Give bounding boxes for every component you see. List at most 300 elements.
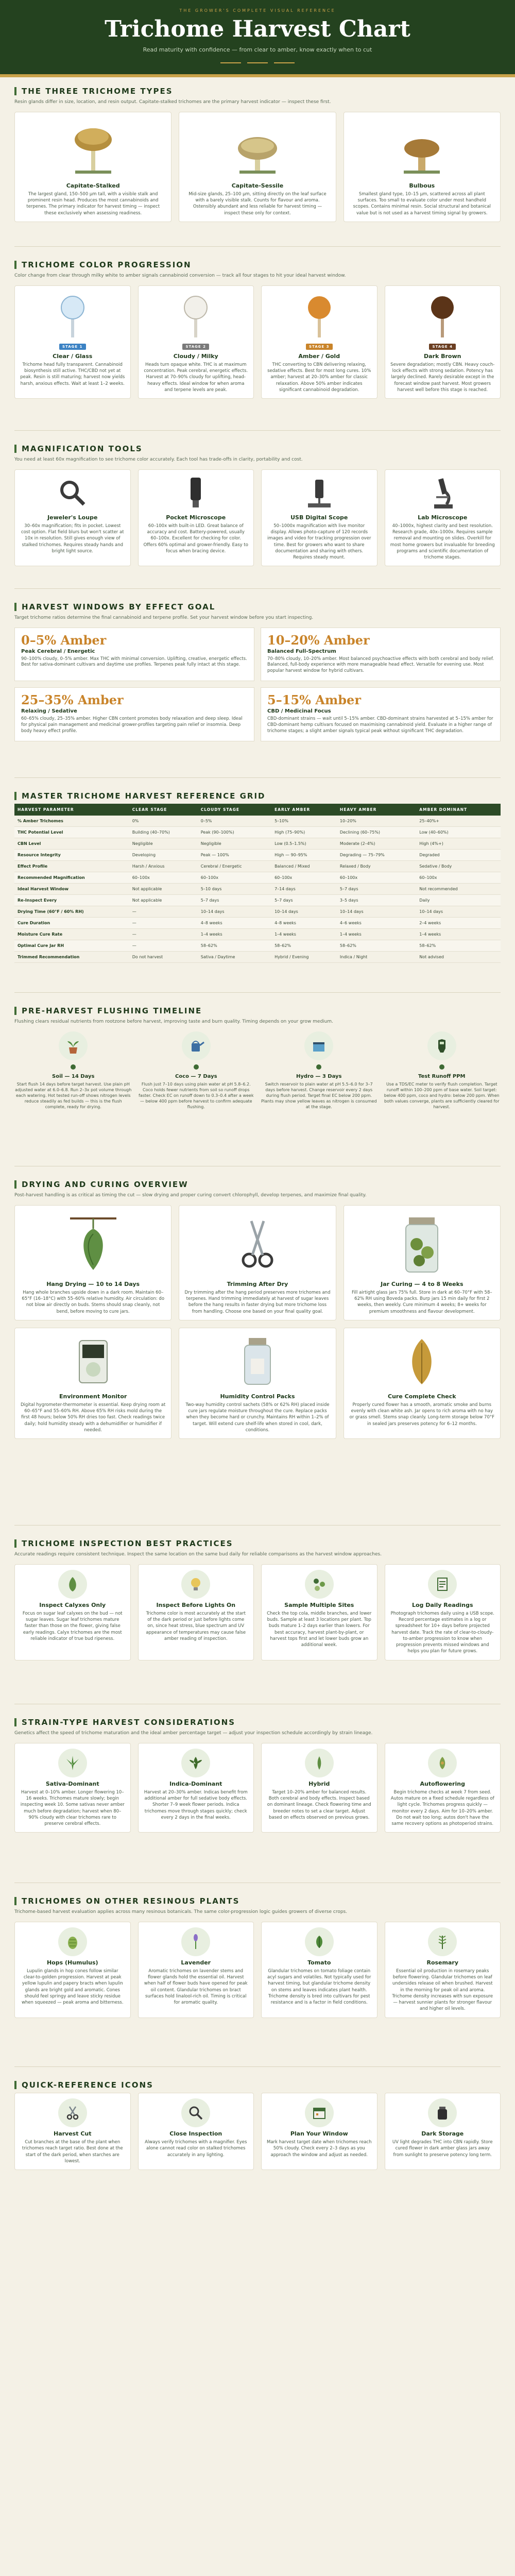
table-cell: Not advised (416, 952, 501, 963)
drying-card-hang (14, 1205, 171, 1320)
color-card-cloudy (138, 285, 254, 399)
table-cell: 58–62% (416, 940, 501, 952)
section-desc: Target trichome ratios determine the final cannabinoid and terpene profile. Set your harvest window before you start inspecting. (14, 615, 314, 620)
pocket-microscope-icon (144, 475, 249, 511)
type-text: Smallest gland type, 10–15 µm, scattered across all plant surfaces. Too small to evaluate color under most handheld scopes. Contains minimal resin. Social structural and botanical value but is not used as a harvest timing signal by growers. (353, 191, 491, 216)
humidity-pack-icon (184, 1333, 330, 1390)
table-cell: Sativa / Daytime (198, 952, 271, 963)
tool-card-usb-digital-scope (261, 469, 377, 567)
stage-name: Dark Brown (424, 352, 461, 360)
window-percent: 10–20% Amber (267, 632, 370, 648)
type-text: The largest gland, 150–500 µm tall, with a visible stalk and prominent resin head. Produces the most cannabinoids and terpenes. The primary indicator for harvest timing — inspect these exclusively when assessing readiness. (26, 191, 160, 216)
stage-tag: STAGE 4 (429, 344, 456, 350)
sativa-leaf-icon (58, 1749, 87, 1777)
hanging-plant-icon (20, 1211, 166, 1278)
plant-text: Lupulin glands in hop cones follow similar clear-to-golden progression. Harvest at peak yellow lupulin and papery bracts when lupulin glands are bright gold and aromatic. Cones should feel springy and leave sticky residue when squeezed — peak aroma and bitterness. (21, 1968, 124, 2006)
autoflower-leaf-icon (428, 1749, 457, 1777)
table-cell: Low (0.5–1.5%) (271, 838, 337, 850)
row-parameter: Recommended Magnification (14, 872, 129, 884)
table-cell: 5–7 days (271, 895, 337, 906)
section-title: DRYING AND CURING OVERVIEW (22, 1180, 188, 1189)
section-desc: Accurate readings require consistent technique. Inspect the same location on the same bud daily for reliable comparisons as the harvest window approaches. (14, 1552, 382, 1557)
row-parameter: Effect Profile (14, 861, 129, 872)
color-card-clear (14, 285, 131, 399)
bulbous-illustration (349, 117, 495, 179)
table-cell: 1–4 weeks (337, 929, 416, 940)
plant-name: Lavender (181, 1959, 211, 1966)
plant-pot-icon (59, 1031, 88, 1060)
flush-step-text: Start flush 14 days before target harvest. Use plain pH adjusted water at 6.0–6.8. Run 2–3x pot volume through each watering. Hot tested run-off shows nitrogen levels reduce steadily as fed builds — this is the flush complete, ready for drying. (15, 1081, 132, 1110)
practice-text: Focus on sugar leaf calyxes on the bud — not sugar leaves. Sugar leaf trichomes mature faster than those on the flower, giving false early readings. Calyx trichomes are the most reliable indicator of true bud ripeness. (22, 1611, 123, 1641)
table-cell: Negligible (129, 838, 198, 850)
section-quick-reference (0, 2071, 515, 2205)
table-cell: Cerebral / Energetic (198, 861, 271, 872)
strain-text: Begin trichome checks at week 7 from seed. Autos mature on a fixed schedule regardless of light cycle. Trichomes progress quickly — monitor every 2 days. Aim for 10–20% amber. Do not wait too long; autos don't have the same recovery options as photoperiod strains. (390, 1789, 494, 1827)
practice-card-calyxes (14, 1564, 131, 1660)
table-cell: 7–14 days (271, 884, 337, 895)
stage-name: Cloudy / Milky (173, 352, 218, 360)
section-harvest-windows (0, 593, 515, 773)
section-divider (14, 430, 501, 431)
drying-card-environment-monitor (14, 1328, 171, 1439)
tool-card-jewelers-loupe (14, 469, 131, 567)
section-divider (14, 777, 501, 778)
page-title: Trichome Harvest Chart (105, 16, 410, 42)
strain-name: Hybrid (308, 1780, 330, 1787)
table-cell: Negligible (198, 838, 271, 850)
table-cell: Moderate (2–4%) (337, 838, 416, 850)
strain-name: Sativa-Dominant (45, 1780, 99, 1787)
table-cell: 60–100x (271, 872, 337, 884)
window-text: 70–80% cloudy, 10–20% amber. Most balanced psychoactive effects with both cerebral and body relief. Balanced, full-body experience with more manageable head effect. Versatile for evening use. Most popular harvest window for hybrid cultivars. (267, 656, 494, 674)
window-label: CBD / Medicinal Focus (267, 708, 331, 715)
plant-card-hops (14, 1922, 131, 2018)
drying-name: Humidity Control Packs (220, 1393, 295, 1400)
bud-icon (58, 1570, 87, 1599)
table-row (14, 940, 501, 952)
hero-subtitle: Read maturity with confidence — from clear to amber, know exactly when to cut (143, 46, 372, 53)
column-header: EARLY AMBER (271, 804, 337, 816)
window-text: 60–65% cloudy, 25–35% amber. Higher CBN content promotes body relaxation and deep sleep. Ideal for physical pain management and medicinal grower-profiles targeting pain relief or insomnia. Deep body heavy effect profile. (21, 716, 243, 734)
section-color-progression (0, 251, 515, 426)
section-title: MAGNIFICATION TOOLS (22, 444, 143, 453)
row-parameter: Drying Time (60°F / 60% RH) (14, 906, 129, 918)
strain-text: Harvest at 0–10% amber. Longer flowering 10–16 weeks. Trichomes mature slowly; begin inspecting week 10. Some sativas never amber much before degradation; harvest when 80–90% cloudy with clear trichomes rare to preserve cerebral effects. (20, 1789, 125, 1827)
section-desc: Color change from clear through milky white to amber signals cannabinoid conversion — track all four stages to hit your ideal harvest window. (14, 273, 346, 278)
drying-card-jar-curing (344, 1205, 501, 1320)
row-parameter: THC Potential Level (14, 827, 129, 838)
flush-step-name: Test Runoff PPM (418, 1073, 466, 1079)
section-title: TRICHOME COLOR PROGRESSION (22, 260, 192, 269)
hydro-tank-icon (304, 1031, 333, 1060)
table-cell: 60–100x (337, 872, 416, 884)
sample-sites-icon (305, 1570, 334, 1599)
type-name: Capitate-Stalked (66, 182, 120, 189)
hero-kicker: THE GROWER'S COMPLETE VISUAL REFERENCE (179, 8, 336, 13)
type-card-capitate-stalked (14, 112, 171, 222)
flush-step-soil (14, 1031, 132, 1110)
table-cell: 3–5 days (337, 895, 416, 906)
drying-text: Digital hygrometer-thermometer is essential. Keep drying room at 60–65°F and 55–60% RH. Above 65% RH risks mold during the first 48 hours; below 50% RH dries too fast. Check readings twice daily; hold humidity steady with a dehumidifier or humidifier if needed. (21, 1402, 166, 1433)
stage-text: THC converting to CBN delivering relaxing, sedative effects. Best for most long cures. 10% amber; harvest at 20–30% amber for classic relaxation. Above 50% amber indicates significant cannabinoid degradation. (267, 362, 371, 393)
table-cell: Not applicable (129, 884, 198, 895)
section-title: TRICHOMES ON OTHER RESINOUS PLANTS (22, 1896, 240, 1906)
hygrometer-icon (20, 1333, 166, 1390)
type-name: Bulbous (409, 182, 435, 189)
row-parameter: Re-Inspect Every (14, 895, 129, 906)
section-title: STRAIN-TYPE HARVEST CONSIDERATIONS (22, 1718, 236, 1727)
calendar-icon (305, 2098, 334, 2127)
section-desc: Genetics affect the speed of trichome maturation and the ideal amber percentage target — adjust your inspection schedule accordingly by strain lineage. (14, 1731, 373, 1736)
table-header-row (14, 804, 501, 816)
table-cell: High (75–90%) (271, 827, 337, 838)
section-title: PRE-HARVEST FLUSHING TIMELINE (22, 1006, 202, 1015)
tool-text: 40–1000x, highest clarity and best resolution. Research grade, 40x–1000x. Requires sample removal and mounting on slides. Overkill for most home growers but invaluable for breeding programs and scientific documentation of trichome stages. (390, 523, 495, 561)
reference-grid-table (14, 804, 501, 963)
logbook-icon (428, 1570, 457, 1599)
section-desc: Trichome-based harvest evaluation applies across many resinous botanicals. The same color-progression logic guides growers of diverse crops. (14, 1909, 348, 1914)
type-text: Mid-size glands, 25–100 µm, sitting directly on the leaf surface with a barely visible stalk. Counts for flavour and aroma. Ostensibly abundant and less reliable for harvest timing — inspect these only for context. (188, 191, 327, 216)
column-header: HEAVY AMBER (337, 804, 416, 816)
table-cell: Peak — 100% (198, 850, 271, 861)
table-cell: 60–100x (129, 872, 198, 884)
table-cell: 10–14 days (337, 906, 416, 918)
section-title: HARVEST WINDOWS BY EFFECT GOAL (22, 602, 216, 612)
table-row (14, 884, 501, 895)
practice-name: Sample Multiple Sites (284, 1601, 354, 1608)
table-cell: 4–8 weeks (271, 918, 337, 929)
flush-step-name: Soil — 14 Days (52, 1073, 95, 1079)
table-cell: Sedative / Body (416, 861, 501, 872)
table-cell: Relaxed / Body (337, 861, 416, 872)
column-header: CLOUDY STAGE (198, 804, 271, 816)
table-row (14, 952, 501, 963)
practice-name: Log Daily Readings (411, 1601, 473, 1608)
plant-name: Hops (Humulus) (46, 1959, 98, 1966)
plant-card-lavender (138, 1922, 254, 2018)
tool-card-lab-microscope (385, 469, 501, 567)
table-cell: Low (40–60%) (416, 827, 501, 838)
table-cell: 4–6 weeks (337, 918, 416, 929)
drying-text: Two-way humidity control sachets (58% or 62% RH) placed inside cure jars regulate moisture throughout the cure. Replace packs when they become hard or crunchy. Maintains RH within 1–2% of target. Will extend cure shelf-life when stored in cool, dark, conditions. (185, 1402, 330, 1433)
type-card-bulbous (344, 112, 501, 222)
hops-icon (58, 1927, 87, 1956)
table-row (14, 906, 501, 918)
quick-card-harvest-cut (14, 2093, 131, 2170)
tomato-leaf-icon (305, 1927, 334, 1956)
stage-tag: STAGE 1 (59, 344, 86, 350)
table-row (14, 861, 501, 872)
strain-card-indica (138, 1743, 254, 1833)
tool-text: 60–100x with built-in LED. Great balance of accuracy and cost. Battery-powered, usually 60–100x. Excellent for checking for color. Offers 60% optimal and grower-friendly. Easy to focus when bracing device. (143, 523, 248, 554)
indica-leaf-icon (181, 1749, 210, 1777)
table-cell: Degraded (416, 850, 501, 861)
column-header: AMBER DOMINANT (416, 804, 501, 816)
table-cell: 5–7 days (337, 884, 416, 895)
stage-text: Severe degradation; mostly CBN. Heavy couch-lock effects with strong sedation. Potency has largely declined. Rarely desirable except in the forecast window past harvest. Most growers harvest well before this stage is reached. (390, 362, 495, 393)
table-cell: 60–100x (198, 872, 271, 884)
section-desc: Flushing clears residual nutrients from rootzone before harvest, improving taste and burn quality. Timing depends on your grow medium. (14, 1019, 334, 1024)
plant-name: Rosemary (426, 1959, 458, 1966)
row-parameter: Ideal Harvest Window (14, 884, 129, 895)
section-desc: Resin glands differ in size, location, and resin output. Capitate-stalked trichomes are the primary harvest indicator — inspect these first. (14, 99, 331, 105)
section-trichome-types (0, 77, 515, 242)
tool-name: USB Digital Scope (290, 514, 348, 521)
window-card-relaxing (14, 687, 254, 741)
table-cell: Hybrid / Evening (271, 952, 337, 963)
magnifier-icon (181, 2098, 210, 2127)
usb-scope-icon (267, 475, 372, 511)
color-card-dark-brown (385, 285, 501, 399)
window-card-cbd-medicinal (261, 687, 501, 741)
row-parameter: Trimmed Recommendation (14, 952, 129, 963)
table-row (14, 838, 501, 850)
practice-card-log-readings (385, 1564, 501, 1660)
row-parameter: Optimal Cure Jar RH (14, 940, 129, 952)
table-cell: — (129, 940, 198, 952)
quick-name: Close Inspection (169, 2130, 222, 2137)
stage-text: Heads turn opaque white. THC is at maximum concentration. Peak cerebral, energetic effects. Harvest at 70–90% cloudy for uplifting, head-heavy effects. Ideal window for when aroma and terpene levels are peak. (144, 362, 248, 393)
plant-text: Glandular trichomes on tomato foliage contain acyl sugars and volatiles. Not typically used for harvest timing, but glandular trichome density on stems and leaves indicates plant health. Trichome density is bred into cultivars for pest resistance and is a factor in field conditions. (267, 1968, 371, 2006)
flush-step-name: Hydro — 3 Days (296, 1073, 342, 1079)
lab-microscope-icon (390, 475, 495, 511)
drying-card-humidity-packs (179, 1328, 336, 1439)
stage-tag: STAGE 2 (182, 344, 209, 350)
section-magnification-tools (0, 435, 515, 584)
section-divider (14, 1525, 501, 1526)
drying-text: Dry trimming after the hang period preserves more trichomes and terpenes. Hand trimming immediately at harvest of sugar leaves before the hang results in faster drying but more trichome loss from handling. Choose one based on your final quality goal. (184, 1290, 331, 1314)
table-cell: 10–14 days (271, 906, 337, 918)
strain-card-sativa (14, 1743, 131, 1833)
table-cell: — (129, 906, 198, 918)
window-label: Peak Cerebral / Energetic (21, 648, 95, 654)
window-card-balanced (261, 628, 501, 682)
table-cell: 60–100x (416, 872, 501, 884)
table-cell: 2–4 weeks (416, 918, 501, 929)
table-cell: 1–4 weeks (416, 929, 501, 940)
table-row (14, 872, 501, 884)
table-cell: Balanced / Mixed (271, 861, 337, 872)
table-cell: 5–10% (271, 816, 337, 827)
tool-text: 50–1000x magnification with live monitor display. Allows photo-capture of 120 records images and video for tracking progression over time. Best for growers who want to share documentation and sharing with others. Requires steady mount. (267, 523, 371, 561)
section-drying-curing (0, 1171, 515, 1521)
tool-name: Lab Microscope (418, 514, 468, 521)
quick-card-close-inspection (138, 2093, 254, 2170)
tool-name: Pocket Microscope (166, 514, 226, 521)
drying-name: Hang Drying — 10 to 14 Days (46, 1280, 140, 1287)
lightbulb-icon (181, 1570, 210, 1599)
table-cell: 1–4 weeks (271, 929, 337, 940)
section-divider (14, 992, 501, 993)
stage-name: Amber / Gold (298, 352, 340, 360)
plant-name: Tomato (307, 1959, 331, 1966)
section-strain-types (0, 1708, 515, 1878)
drying-text: Properly cured flower has a smooth, aromatic smoke and burns evenly with clean white ash. Jar opens to rich aroma with no hay or grass smell. Stems snap cleanly. Long-term storage below 70°F in sealed jars preserves potency for 6–12 months. (349, 1402, 494, 1427)
table-cell: Building (40–70%) (129, 827, 198, 838)
tool-card-pocket-microscope (138, 469, 254, 567)
strain-name: Indica-Dominant (169, 1780, 222, 1787)
window-label: Relaxing / Sedative (21, 708, 77, 715)
row-parameter: % Amber Trichomes (14, 816, 129, 827)
quick-text: Cut branches at the base of the plant when trichomes reach target ratio. Best done at the start of the dark period, when starches are lowest. (22, 2140, 123, 2164)
practice-text: Trichome color is most accurately at the start of the dark period or just before lights come on, since heat stress, blue spectrum and UV appearance of temperatures may cause false amber reading of inspection. (146, 1611, 246, 1641)
table-cell: Developing (129, 850, 198, 861)
quick-card-dark-storage (385, 2093, 501, 2170)
drying-name: Environment Monitor (59, 1393, 127, 1400)
table-cell: High — 90–95% (271, 850, 337, 861)
type-name: Capitate-Sessile (231, 182, 284, 189)
leaf-icon (349, 1333, 495, 1390)
table-cell: High (4%+) (416, 838, 501, 850)
table-cell: Peak (90–100%) (198, 827, 271, 838)
table-cell: 58–62% (337, 940, 416, 952)
cure-jar-icon (349, 1211, 495, 1278)
tool-text: 30–60x magnification; fits in pocket. Lowest cost option. Flat field blurs but won't scatter at 10x in resolution. Still gives enough view of stalked trichomes. Requires steady hands and bright light source. (21, 523, 124, 554)
table-row (14, 827, 501, 838)
drying-card-trimming (179, 1205, 336, 1320)
practice-name: Inspect Calyxes Only (39, 1601, 106, 1608)
row-parameter: Cure Duration (14, 918, 129, 929)
window-percent: 0–5% Amber (21, 632, 107, 648)
color-card-amber (261, 285, 377, 399)
drying-text: Hang whole branches upside down in a dark room. Maintain 60–65°F (16–18°C) with 55–60% relative humidity. Air circulation: do not blow air directly on buds. Stems should snap cleanly, not bend, before moving to cure jars. (22, 1290, 165, 1314)
table-cell: 0% (129, 816, 198, 827)
flush-step-text: Switch reservoir to plain water at pH 5.5–6.0 for 3–7 days before harvest. Change reservoir every 2 days during flush period. Target final EC below 200 ppm. Plants may show yellow leaves as nitrogen is consumed at the stage. (261, 1081, 377, 1110)
stage-text: Trichome head fully transparent. Cannabinoid biosynthesis still active. THC/CBD not yet at peak. Resin is still maturing; harvest now yields harsh, anxious effects. Wait at least 1–2 weeks. (20, 362, 125, 386)
table-row (14, 929, 501, 940)
window-percent: 25–35% Amber (21, 692, 124, 708)
drying-name: Jar Curing — 4 to 8 Weeks (381, 1280, 464, 1287)
section-divider (14, 588, 501, 589)
table-row (14, 816, 501, 827)
quick-text: UV light degrades THC into CBN rapidly. Store cured flower in dark amber glass jars away from sunlight to preserve potency long term. (392, 2140, 493, 2158)
table-cell: 10–14 days (198, 906, 271, 918)
table-cell: 10–14 days (416, 906, 501, 918)
section-title: TRICHOME INSPECTION BEST PRACTICES (22, 1539, 233, 1548)
table-cell: 25–40%+ (416, 816, 501, 827)
table-cell: Daily (416, 895, 501, 906)
hero-banner (0, 0, 515, 77)
window-percent: 5–15% Amber (267, 692, 361, 708)
table-row (14, 850, 501, 861)
drying-card-cure-complete (344, 1328, 501, 1439)
scissors-icon (184, 1211, 330, 1278)
section-other-plants (0, 1887, 515, 2062)
section-reference-grid (0, 782, 515, 988)
column-header: CLEAR STAGE (129, 804, 198, 816)
strain-text: Target 10–20% amber for balanced results. Both cerebral and body effects. Inspect based on dominant lineage. Check flowering time and breeder notes to set a clear target. Adjust based on effects observed on previous grows. (267, 1789, 371, 1820)
strain-name: Autoflowering (420, 1780, 465, 1787)
row-parameter: CBN Level (14, 838, 129, 850)
section-title: MASTER TRICHOME HARVEST REFERENCE GRID (22, 791, 266, 801)
table-cell: Not recommended (416, 884, 501, 895)
table-cell: Do not harvest (129, 952, 198, 963)
flush-step-hydro (260, 1031, 378, 1110)
loupe-icon (20, 475, 125, 511)
table-cell: — (129, 929, 198, 940)
quick-text: Mark harvest target date when trichomes reach 50% cloudy. Check every 2–3 days as you approach the window and adjust as needed. (267, 2140, 372, 2158)
table-cell: 5–10 days (198, 884, 271, 895)
quick-name: Harvest Cut (54, 2130, 92, 2137)
table-row (14, 918, 501, 929)
section-desc: You need at least 60x magnification to see trichome color accurately. Each tool has trade-offs in clarity, portability and cost. (14, 457, 303, 462)
tds-meter-icon (427, 1031, 456, 1060)
section-divider (14, 246, 501, 247)
table-cell: 4–8 weeks (198, 918, 271, 929)
plant-card-rosemary (385, 1922, 501, 2018)
watering-can-icon (182, 1031, 211, 1060)
drying-text: Fill airtight glass jars 75% full. Store in dark at 60–70°F with 58–62% RH using Boveda packs. Burp jars 15 min daily for first 2 weeks, then weekly. Cure minimum 4 weeks; 8+ weeks for premium smoothness and flavour development. (352, 1290, 492, 1314)
table-cell: 5–7 days (198, 895, 271, 906)
flush-step-text: Use a TDS/EC meter to verify flush completion. Target runoff within 100–200 ppm of base water. Soil target: below 400 ppm, coco and hydro: below 200 ppm. When both values converge, plants are sufficiently cleared for harvest. (384, 1081, 500, 1110)
practice-text: Photograph trichomes daily using a USB scope. Record percentage estimates in a log or spreadsheet for 10+ days before projected harvest date. Track the rate of clear-to-cloudy-to-amber progression to know when progression prevents missed windows and helps you plan for future grows. (390, 1611, 494, 1654)
section-desc: Post-harvest handling is as critical as timing the cut — slow drying and proper curing convert chlorophyll, develop terpenes, and maximize final quality. (14, 1193, 367, 1198)
lavender-icon (181, 1927, 210, 1956)
capitate-sessile-illustration (184, 117, 330, 179)
window-card-peak-cerebral (14, 628, 254, 682)
flush-step-test-ppm (383, 1031, 501, 1110)
table-cell: 0–5% (198, 816, 271, 827)
strain-card-hybrid (261, 1743, 377, 1833)
stage-tag: STAGE 3 (306, 344, 333, 350)
rosemary-icon (428, 1927, 457, 1956)
drying-name: Cure Complete Check (388, 1393, 456, 1400)
table-cell: 58–62% (271, 940, 337, 952)
quick-text: Always verify trichomes with a magnifier. Eyes alone cannot read color on stalked trichomes accurately in any lighting. (145, 2140, 247, 2158)
quick-name: Dark Storage (421, 2130, 464, 2137)
section-flushing-timeline (0, 997, 515, 1162)
window-label: Balanced Full-Spectrum (267, 648, 336, 654)
flush-step-text: Flush just 7–10 days using plain water at pH 5.8–6.2. Coco holds fewer nutrients from soil so runoff drops faster. Check EC on runoff down to 0.3–0.4 after a week — below 400 ppm before harvest to confirm adequate flushing. (139, 1081, 254, 1110)
table-cell: Degrading — 75–79% (337, 850, 416, 861)
table-cell: 58–62% (198, 940, 271, 952)
stage-name: Clear / Glass (53, 352, 93, 360)
quick-card-plan-window (261, 2093, 377, 2170)
strain-text: Harvest at 20–30% amber. Indicas benefit from additional amber for full sedative body effects. Shorter 7–9 week flower periods. Indica trichomes move through stages quickly; check every 2 days in the final weeks. (144, 1789, 248, 1820)
window-text: CBD-dominant strains — wait until 5–15% amber. CBD-dominant strains harvested at 5–15% amber for CBD-dominant hemp cultivars focused on maximising cannabinoid yield. Evaluate in a higher range of trichome stages; a slight amber signals typical peak without significant THC degradation. (267, 716, 493, 734)
section-inspection-practices (0, 1530, 515, 1700)
section-divider (14, 2066, 501, 2067)
table-cell: — (129, 918, 198, 929)
capitate-stalked-illustration (20, 117, 166, 179)
section-title: THE THREE TRICHOME TYPES (22, 87, 173, 96)
table-cell: Harsh / Anxious (129, 861, 198, 872)
section-title: QUICK-REFERENCE ICONS (22, 2080, 153, 2090)
table-cell: Not applicable (129, 895, 198, 906)
type-card-capitate-sessile (179, 112, 336, 222)
table-cell: 10–20% (337, 816, 416, 827)
row-parameter: Moisture Cure Rate (14, 929, 129, 940)
table-cell: 1–4 weeks (198, 929, 271, 940)
strain-card-autoflowering (385, 1743, 501, 1833)
table-cell: Indica / Night (337, 952, 416, 963)
flush-step-name: Coco — 7 Days (175, 1073, 217, 1079)
plant-text: Aromatic trichomes on lavender stems and flower glands hold the essential oil. Harvest when half of flower buds have opened for peak oil content. Glandular trichomes on bract surfaces hold linalool-rich oil. Timing is critical for aromatic quality. (144, 1968, 248, 2006)
plant-card-tomato (261, 1922, 377, 2018)
drying-name: Trimming After Dry (227, 1280, 288, 1287)
quick-name: Plan Your Window (290, 2130, 348, 2137)
hybrid-leaf-icon (305, 1749, 334, 1777)
storage-jar-icon (428, 2098, 457, 2127)
practice-name: Inspect Before Lights On (156, 1601, 236, 1608)
shears-icon (58, 2098, 87, 2127)
column-header: HARVEST PARAMETER (14, 804, 129, 816)
hero-divider (10, 62, 505, 63)
table-row (14, 895, 501, 906)
practice-card-multiple-sites (261, 1564, 377, 1660)
table-body (14, 816, 501, 963)
practice-text: Check the top cola, middle branches, and lower buds. Sample at least 3 locations per plant. Top buds mature 1–2 days earlier than lowers. For best accuracy, harvest plant-by-plant, or harvest tops first and let lower buds grow an additional week. (267, 1611, 372, 1648)
